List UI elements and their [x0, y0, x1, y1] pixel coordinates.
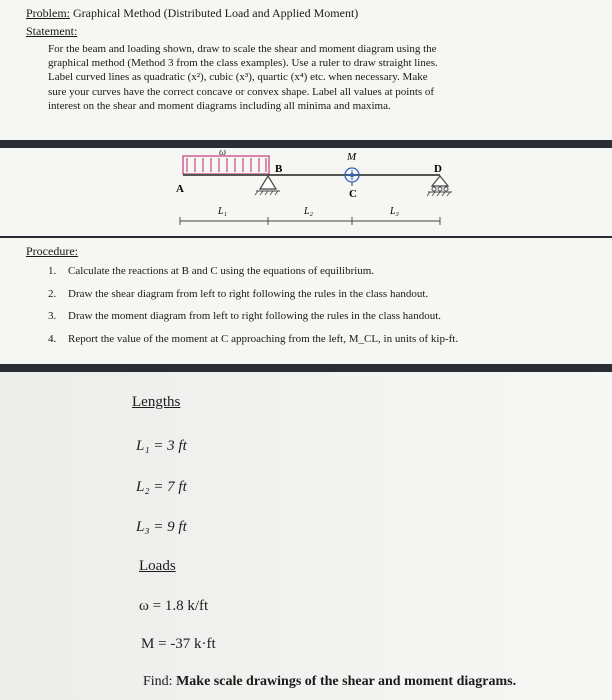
beam-diagram [0, 148, 612, 236]
find-line [143, 674, 516, 690]
problem-title-text: Graphical Method (Distributed Load and Applied Moment) [73, 6, 359, 20]
problem-title [26, 6, 590, 21]
load-w: ω = 1.8 k/ft [139, 598, 209, 614]
statement-heading: Statement: [26, 24, 78, 38]
moment-m: M = -37 k·ft [141, 636, 216, 652]
support-d [427, 176, 452, 196]
statement-body [48, 42, 590, 113]
statement-line: graphical method (Method 3 from the class examples). Use a ruler to draw straight lines. [48, 57, 438, 70]
statement-line: Label curved lines as quadratic (x²), cubic (x³), quartic (x⁴) etc. when necessary. Make [48, 71, 428, 84]
procedure-list [26, 265, 590, 345]
length-l2: L₂ = 7 ft [136, 479, 187, 495]
procedure-panel [0, 236, 612, 364]
statement-line: interest on the shear and moment diagrams including all minima and maxima. [48, 99, 391, 112]
statement-panel [0, 0, 612, 140]
given-panel [0, 372, 612, 700]
label-b: B [275, 163, 283, 175]
find-text: Make scale drawings of the shear and moment diagrams. [176, 674, 517, 689]
span-l3: L₃ [390, 206, 400, 217]
load-label: ω [219, 148, 227, 158]
beam-diagram-panel [0, 148, 612, 236]
label-a: A [176, 183, 184, 195]
procedure-heading: Procedure: [26, 244, 78, 258]
span-l1: L₁ [218, 206, 228, 217]
statement-line: sure your curves have the correct concave or convex shape. Label all values at points of [48, 85, 435, 98]
dimension-line [180, 217, 440, 225]
procedure-step: 3. Draw the moment diagram from left to right following the rules in the class handout. [48, 310, 441, 322]
distributed-load [183, 148, 269, 174]
procedure-step: 4. Report the value of the moment at C approaching from the left, M_CL, in units of kip-ft. [48, 332, 459, 345]
find-label: Find: [143, 674, 173, 689]
support-b [255, 176, 280, 195]
applied-moment [345, 168, 359, 186]
problem-prefix: Problem: [26, 6, 70, 20]
procedure-step: 2. Draw the shear diagram from left to right following the rules in the class handout. [48, 287, 429, 300]
loads-heading: Loads [139, 558, 176, 574]
span-l2: L₂ [304, 206, 314, 217]
procedure-step: 1. Calculate the reactions at B and C using the equations of equilibrium. [48, 265, 375, 277]
label-d: D [434, 163, 442, 175]
length-l3: L₃ = 9 ft [136, 519, 187, 535]
label-m: M [347, 151, 357, 163]
lengths-heading: Lengths [132, 394, 181, 410]
length-l1: L₁ = 3 ft [136, 438, 187, 454]
statement-line: For the beam and loading shown, draw to scale the shear and moment diagram using the [48, 43, 437, 55]
label-c: C [349, 188, 357, 200]
